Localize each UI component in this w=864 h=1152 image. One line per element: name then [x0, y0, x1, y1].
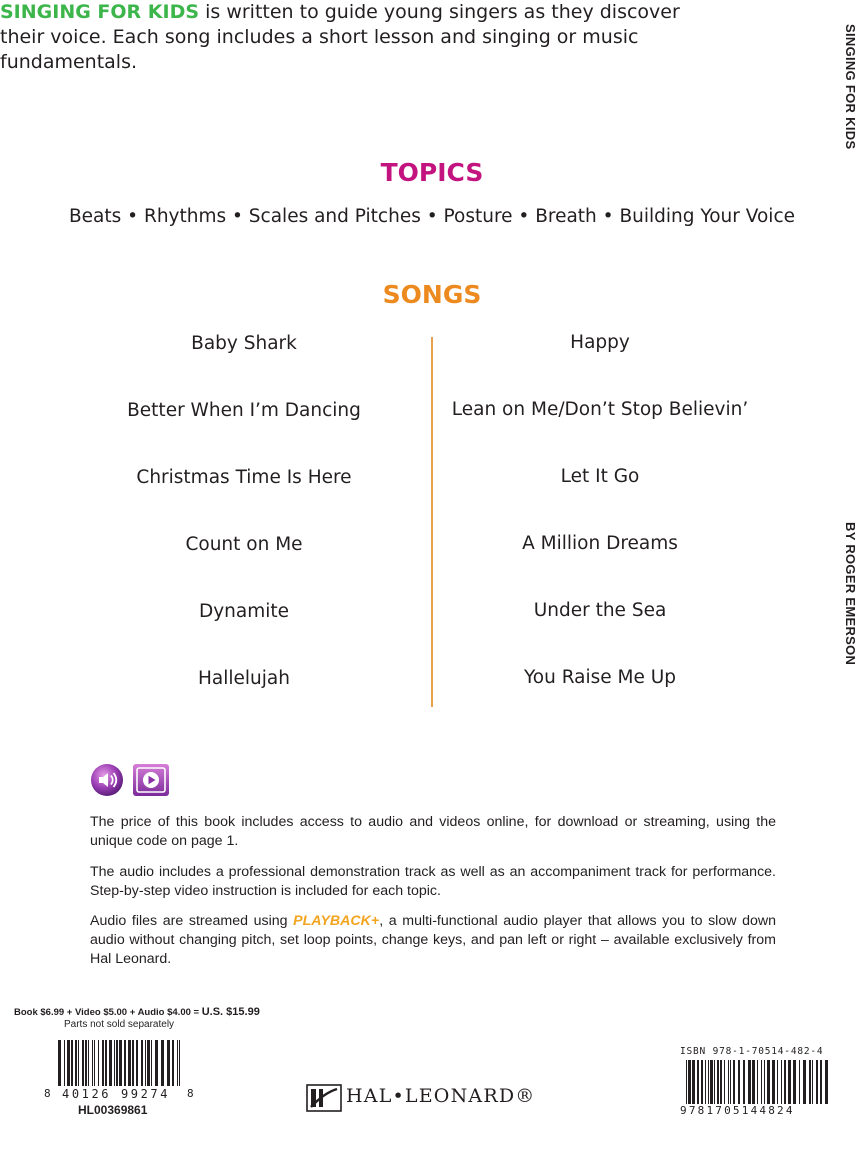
barcode-bar	[764, 1060, 765, 1104]
song-right-6: You Raise Me Up	[523, 667, 677, 688]
barcode-bar	[816, 1060, 818, 1104]
barcode-bar	[701, 1060, 703, 1104]
barcode-bar	[141, 1040, 143, 1086]
barcode-bar	[803, 1060, 806, 1104]
barcode-bar	[128, 1040, 131, 1086]
barcode-bar	[793, 1060, 796, 1104]
barcode-bar	[743, 1060, 745, 1104]
speaker-icon	[90, 763, 124, 797]
barcode-bar	[809, 1060, 811, 1104]
barcode-bar	[772, 1060, 775, 1104]
barcode-bar	[730, 1060, 731, 1104]
price-breakdown	[14, 1006, 260, 1018]
intro-paragraph	[0, 0, 690, 75]
barcode-bar	[92, 1040, 93, 1086]
song-right-5: Under the Sea	[533, 600, 667, 621]
barcode-bar	[145, 1040, 146, 1086]
barcode-bar	[82, 1040, 84, 1086]
intro-brand: SINGING FOR KIDS	[0, 1, 200, 23]
barcode-bar	[717, 1060, 719, 1104]
song-left-6: Hallelujah	[198, 668, 290, 689]
song-right-2: Lean on Me/Don’t Stop Believin’	[451, 399, 749, 420]
song-left-4: Count on Me	[185, 534, 303, 555]
song-right-4: A Million Dreams	[522, 533, 678, 554]
publisher-name: HAL•LEONARD®	[346, 1085, 536, 1107]
spine-author: BY ROGER EMERSON	[843, 522, 858, 666]
video-play-icon	[132, 763, 166, 797]
barcode-bar	[812, 1060, 813, 1104]
barcode-bar	[67, 1040, 70, 1086]
barcode-bar	[686, 1060, 687, 1104]
barcode-bar	[825, 1060, 828, 1104]
barcode-bar	[748, 1060, 751, 1104]
barcode-bar	[688, 1060, 691, 1104]
barcode-bar	[155, 1040, 158, 1086]
songs-heading: SONGS	[382, 280, 482, 309]
barcode-bar	[132, 1040, 134, 1086]
song-left-5: Dynamite	[198, 601, 290, 622]
access-paragraph: The price of this book includes access to audio and videos online, for download or streaming, using the unique code on page 1.	[90, 814, 776, 849]
barcode-bar	[788, 1060, 791, 1104]
barcode-bar	[85, 1040, 87, 1086]
song-right-3: Let It Go	[560, 466, 640, 487]
barcode-bar	[738, 1060, 740, 1104]
barcode-bar	[98, 1040, 99, 1086]
barcode-bar	[114, 1040, 115, 1086]
barcode-bar	[720, 1060, 722, 1104]
barcode-bar	[710, 1060, 713, 1104]
intro-text: is written to guide young singers as they discover their voice. Each song includes a short lesson and singing or music fundamentals.	[0, 1, 680, 73]
barcode-bar	[172, 1040, 174, 1086]
barcode-bar	[75, 1040, 77, 1086]
barcode-bar	[105, 1040, 107, 1086]
barcode-bar	[724, 1060, 725, 1104]
song-left-3: Christmas Time Is Here	[136, 467, 352, 488]
isbn-barcode	[686, 1060, 832, 1104]
barcode-bar	[757, 1060, 758, 1104]
song-left-2: Better When I’m Dancing	[127, 400, 361, 421]
product-code: HL00369861	[78, 1103, 148, 1117]
barcode-bar	[94, 1040, 95, 1086]
barcode-bar	[728, 1060, 729, 1104]
barcode-bar	[124, 1040, 126, 1086]
upc-end-digit: 8	[187, 1087, 198, 1100]
barcode-bar	[799, 1060, 800, 1104]
barcode-bar	[752, 1060, 755, 1104]
barcode-bar	[733, 1060, 735, 1104]
topics-list: Beats • Rhythms • Scales and Pitches • Posture • Breath • Building Your Voice	[68, 206, 795, 227]
barcode-bar	[820, 1060, 822, 1104]
publisher-logo	[306, 1083, 558, 1113]
barcode-bar	[78, 1040, 79, 1086]
barcode-bar	[119, 1040, 122, 1086]
topics-heading: TOPICS	[380, 158, 484, 187]
songs-divider	[431, 337, 433, 707]
barcode-bar	[705, 1060, 706, 1104]
barcode-bar	[179, 1040, 180, 1086]
barcode-bar	[71, 1040, 73, 1086]
playback-paragraph	[90, 912, 776, 969]
barcode-bar	[102, 1040, 104, 1086]
barcode-bar	[116, 1040, 118, 1086]
barcode-bar	[781, 1060, 782, 1104]
barcode-bar	[161, 1040, 164, 1086]
barcode-bar	[761, 1060, 762, 1104]
song-right-1: Happy	[570, 332, 630, 353]
barcode-bar	[777, 1060, 778, 1104]
barcode-bar	[708, 1060, 709, 1104]
spine-title: SINGING FOR KIDS	[843, 24, 858, 150]
barcode-bar	[714, 1060, 715, 1104]
isbn-digits: 9781705144824	[680, 1104, 795, 1117]
playback-text-after: , a multi-functional audio player that allows you to slow down audio without changing pitch, set loop points, change keys, and pan left or right – available exclusively from Hal Leonard.	[90, 913, 776, 967]
barcode-bar	[692, 1060, 695, 1104]
barcode-bar	[767, 1060, 770, 1104]
barcode-bar	[167, 1040, 170, 1086]
upc-barcode	[58, 1040, 182, 1086]
hal-leonard-mark-icon	[306, 1083, 342, 1113]
barcode-bar	[784, 1060, 786, 1104]
audio-paragraph: The audio includes a professional demonstration track as well as an accompaniment track for performance. Step-by-step video instruction is included for each topic.	[90, 864, 776, 899]
barcode-bar	[88, 1040, 89, 1086]
upc-lead-digit: 8	[44, 1087, 55, 1100]
barcode-bar	[58, 1040, 61, 1086]
barcode-bar	[109, 1040, 112, 1086]
barcode-bar	[177, 1040, 178, 1086]
barcode-bar	[697, 1060, 699, 1104]
barcode-bar	[64, 1040, 65, 1086]
playback-brand: PLAYBACK+	[293, 913, 380, 929]
price-components: Book $6.99 + Video $5.00 + Audio $4.00 =	[14, 1007, 202, 1018]
barcode-bar	[147, 1040, 150, 1086]
upc-digits: 40126 99274	[62, 1087, 171, 1101]
playback-text-before: Audio files are streamed using	[90, 913, 294, 929]
barcode-bar	[136, 1040, 138, 1086]
parts-note: Parts not sold separately	[64, 1019, 175, 1030]
barcode-bar	[151, 1040, 152, 1086]
price-total: U.S. $15.99	[201, 1006, 260, 1018]
song-left-1: Baby Shark	[191, 333, 297, 354]
isbn-label: ISBN 978-1-70514-482-4	[680, 1046, 824, 1057]
